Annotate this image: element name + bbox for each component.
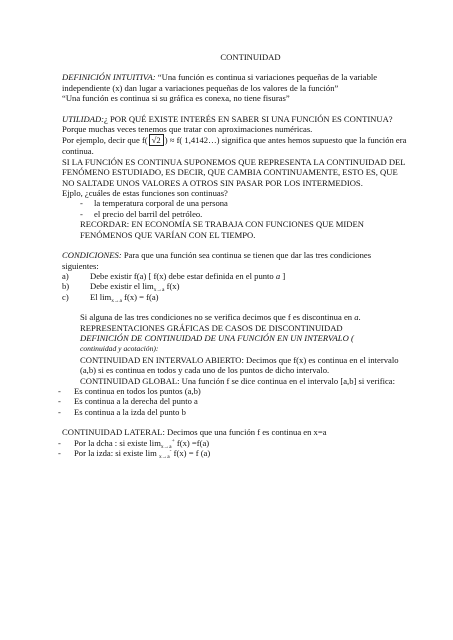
conditions-paragraph: [62, 250, 409, 271]
limit-superscript: -: [169, 448, 172, 455]
bullet-dash: -: [58, 385, 61, 396]
list-item: [58, 386, 409, 396]
open-interval-continuity: CONTINUIDAD EN INTERVALO ABIERTO: Decimos que f(x) es continua en el intervalo (a,b) si es continua en todos y cada uno de los puntos de dicho intervalo.: [80, 354, 399, 376]
lateral-right-text: Por la dcha : si existe lim: [74, 437, 161, 448]
condition-end: f(x) = f(a): [121, 291, 159, 302]
discontinuity-note: [62, 312, 409, 322]
interval-definition: [62, 333, 409, 343]
conditions-label: CONDICIONES:: [62, 250, 122, 261]
bullet-dash: -: [58, 406, 61, 417]
intuitive-definition-text: “Una función es continua si variaciones pequeñas de la variable independiente (x) dan lugar a variaciones pequeñas de los valores de la función”: [62, 72, 378, 93]
list-item-text: Es continua a la izda del punto b: [74, 406, 186, 417]
global-continuity: CONTINUIDAD GLOBAL: Una función f se dice continua en el intervalo [a,b] si verifica:: [80, 375, 396, 386]
list-item-text: Es continua a la derecha del punto a: [74, 396, 198, 407]
condition-key: b): [62, 281, 70, 292]
bullet-dash: -: [80, 198, 83, 209]
bullet-dash: -: [80, 208, 83, 219]
condition-text: Debe existir el lim: [90, 281, 154, 292]
lateral-right-end: f(x) =f(a): [174, 437, 210, 448]
utility-rest: Porque muchas veces tenemos que tratar con aproximaciones numéricas.: [62, 124, 313, 135]
condition-b: [62, 281, 409, 294]
discontinuity-var: a: [354, 312, 359, 323]
list-item: [58, 407, 409, 417]
list-item: [80, 209, 409, 219]
utility-example-post: ) ≈ f( 1,4142…) significa que antes hemos supuesto que la función era continua.: [62, 135, 407, 157]
limit-superscript: +: [171, 437, 175, 444]
bullet-dash: -: [58, 437, 61, 448]
interval-definition-sub: [62, 343, 409, 354]
sqrt-symbol: √2: [149, 134, 164, 146]
remember-note: RECORDAR: EN ECONOMÍA SE TRABAJA CON FUNCIONES QUE MIDEN FENÓMENOS QUE VARÍAN CON EL TIEMPO.: [80, 219, 364, 240]
sqrt-value: 2: [156, 135, 161, 146]
discontinuity-text: Si alguna de las tres condiciones no se verifica decimos que f es discontinua en: [80, 312, 355, 323]
limit-subscript: x→a: [160, 443, 172, 450]
list-item: [58, 396, 409, 406]
limit-subscript: x→a: [153, 287, 165, 294]
utility-example: [62, 134, 409, 156]
condition-var: a: [275, 270, 281, 281]
interval-definition-small: continuidad y acotación):: [80, 344, 159, 354]
list-item: [58, 438, 409, 448]
intuitive-definition-label: DEFINICIÓN INTUITIVA:: [62, 72, 156, 83]
utility-question: ¿ POR QUÉ EXISTE INTERÉS EN SABER SI UNA FUNCIÓN ES CONTINUA?: [104, 113, 393, 124]
utility-example-pre: Por ejemplo, decir que f(: [62, 135, 148, 146]
utility-label: UTILIDAD:: [62, 113, 105, 124]
condition-key: a): [62, 270, 69, 281]
graphic-representations: REPRESENTACIONES GRÁFICAS DE CASOS DE DISCONTINUIDAD: [80, 322, 343, 333]
page-title: CONTINUIDAD: [220, 52, 281, 62]
lateral-left-text: Por la izda: si existe lim: [74, 448, 159, 458]
list-item-text: el precio del barril del petróleo.: [94, 208, 203, 219]
lateral-left-end: f(x) = f (a): [171, 448, 211, 458]
discontinuity-end: .: [358, 312, 361, 323]
condition-a: [62, 271, 409, 281]
intuitive-definition: [62, 72, 409, 93]
bullet-dash: -: [58, 448, 61, 458]
condition-end: ]: [280, 270, 286, 281]
limit-subscript: x→a: [111, 297, 122, 304]
utility-caps: SI LA FUNCIÓN ES CONTINUA SUPONEMOS QUE REPRESENTA LA CONTINUIDAD DEL FENÓMENO ESTUDIADO, ES DECIR, QUE CAMBIA CONTINUAMENTE, ESTO ES, QUE NO SALTADE UNOS VALORES A OTROS SIN PASAR POR LOS INTERMEDIOS.: [62, 156, 406, 188]
condition-c: [62, 292, 409, 302]
utility-paragraph: [62, 114, 409, 135]
condition-text: Debe existir f(a) [ f(x) debe estar definida en el punto: [90, 270, 276, 281]
bullet-dash: -: [58, 396, 61, 407]
condition-key: c): [62, 291, 69, 302]
list-item-text: la temperatura corporal de una persona: [94, 198, 228, 209]
list-item: [80, 198, 409, 208]
condition-end: f(x): [164, 281, 180, 292]
interval-definition-text: DEFINICIÓN DE CONTINUIDAD DE UNA FUNCIÓN EN UN INTERVALO (: [80, 332, 354, 343]
condition-text: El lim: [90, 291, 112, 302]
examples-intro: Ejplo, ¿cuáles de estas funciones son continuas?: [62, 188, 228, 199]
limit-subscript: x→a: [158, 454, 170, 460]
intuitive-definition-quote: “Una función es continua si su gráfica es conexa, no tiene fisuras”: [62, 93, 290, 104]
lateral-continuity: CONTINUIDAD LATERAL: Decimos que una función f es continua en x=a: [62, 427, 327, 438]
list-item-text: Es continua en todos los puntos (a,b): [74, 385, 201, 396]
conditions-text: Para que una función sea continua se tienen que dar las tres condiciones siguientes:: [62, 250, 372, 271]
list-item: [58, 448, 409, 458]
